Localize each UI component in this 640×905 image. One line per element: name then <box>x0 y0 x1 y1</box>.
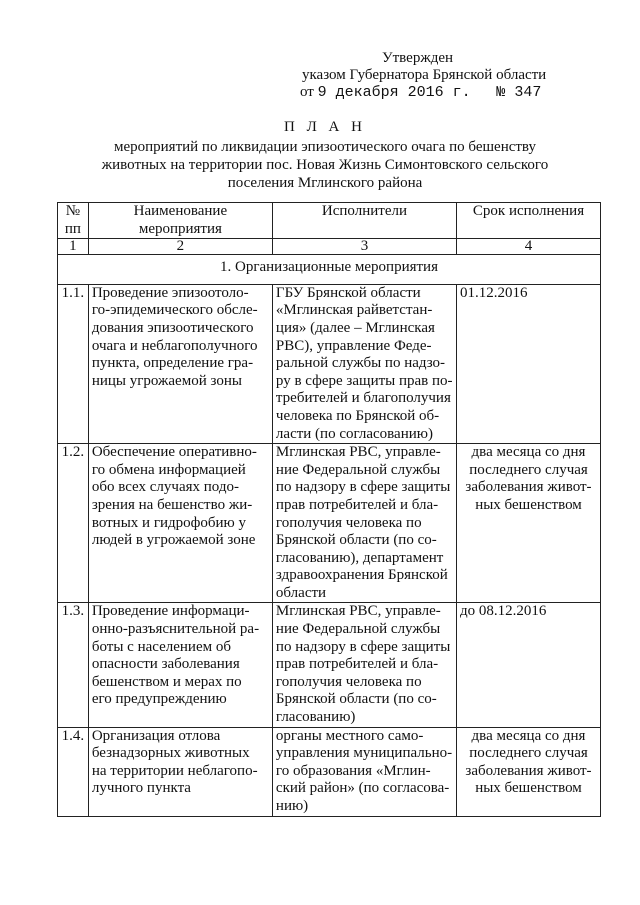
executors-cell-line: ский район» (по согласова- <box>275 780 450 797</box>
approval-stamp <box>300 50 600 101</box>
executors-cell-line: «Мглинская райветстан- <box>275 302 433 319</box>
executors-cell-line: прав потребителей и бла- <box>275 496 439 513</box>
section-row <box>58 255 601 285</box>
table-row <box>58 727 601 816</box>
deadline-cell <box>457 603 601 727</box>
activity-cell-line: опасности заболевания <box>91 656 240 673</box>
deadline-cell-line: два месяца со дня <box>471 444 586 461</box>
plan-subtitle-line-3: поселения Мглинского района <box>227 175 423 191</box>
deadline-cell-line: последнего случая <box>469 745 588 762</box>
activity-cell-line: боты с населением об <box>91 638 231 655</box>
executors-cell-line: ние Федеральной службы <box>275 461 441 478</box>
activity-cell-line: пункта, определение гра- <box>91 355 254 372</box>
header-number-line-2: пп <box>64 220 81 237</box>
header-activity-line-1: Наименование <box>133 203 228 219</box>
activity-cell-line: безнадзорных животных <box>91 745 250 762</box>
table-row <box>58 444 601 603</box>
executors-cell-line: Брянской области (по со- <box>275 691 437 708</box>
table-header-row <box>58 203 601 239</box>
table-row <box>58 603 601 727</box>
plan-subtitle-line-2: животных на территории пос. Новая Жизнь Симонтовского сельского <box>101 157 549 173</box>
table-row <box>58 284 601 443</box>
activity-cell-line: на территории неблагопо- <box>91 762 258 779</box>
activity-cell-line: ницы угрожаемой зоны <box>91 372 242 389</box>
row-number: 1.3. <box>58 603 89 727</box>
deadline-cell <box>457 444 601 603</box>
executors-cell <box>272 603 456 727</box>
activity-cell-line: лучного пункта <box>91 780 191 797</box>
header-deadline: Срок исполнения <box>457 203 601 239</box>
plan-heading: П Л А Н <box>284 119 366 135</box>
plan-subtitle-line-1: мероприятий по ликвидации эпизоотического очага по бешенству <box>113 139 537 155</box>
activity-cell-line: Проведение информаци- <box>91 603 250 620</box>
deadline-cell-line: до 08.12.2016 <box>460 603 547 620</box>
activity-cell-line: дования эпизоотического <box>91 319 254 336</box>
activity-cell-line: вотных и гидрофобию у <box>91 514 246 531</box>
activity-cell-line: онно-разъяснительной ра- <box>91 621 260 638</box>
activity-cell-line: его предупреждению <box>91 691 227 708</box>
activity-cell <box>88 284 272 443</box>
deadline-cell-line: ных бешенством <box>475 780 582 797</box>
executors-cell-line: ГБУ Брянской области <box>275 284 421 301</box>
deadline-cell-line: заболевания живот- <box>465 762 592 779</box>
executors-cell-line: Мглинская РВС, управле- <box>275 444 441 461</box>
header-number-line-1: № <box>65 203 81 219</box>
executors-cell-line: гополучия человека по <box>275 514 422 531</box>
header-executors: Исполнители <box>272 203 456 239</box>
executors-cell-line: здравоохранения Брянской <box>275 567 448 584</box>
executors-cell-line: ние Федеральной службы <box>275 621 441 638</box>
executors-cell-line: нию) <box>275 798 309 814</box>
deadline-cell-line: два месяца со дня <box>471 727 586 744</box>
executors-cell-line: ласти (по согласованию) <box>275 425 433 442</box>
activity-cell-line: Проведение эпизоотоло- <box>91 284 249 301</box>
executors-cell-line: по надзору в сфере защиты <box>275 479 451 496</box>
activity-cell <box>88 603 272 727</box>
executors-cell-line: гополучия человека по <box>275 673 422 690</box>
activity-cell <box>88 444 272 603</box>
executors-cell-line: гласованию) <box>275 709 356 726</box>
header-activity <box>88 203 272 239</box>
activity-cell-line: го-эпидемического обсле- <box>91 302 258 319</box>
executors-cell-line: ральной службы по надзо- <box>275 355 446 372</box>
activity-cell-line: обо всех случаях подо- <box>91 479 239 496</box>
row-number: 1.2. <box>58 444 89 603</box>
column-number: 4 <box>457 239 601 255</box>
deadline-cell-line: ных бешенством <box>475 496 582 513</box>
executors-cell-line: области <box>275 584 327 601</box>
plan-table <box>57 202 601 817</box>
header-number <box>58 203 89 239</box>
executors-cell <box>272 444 456 603</box>
deadline-cell <box>457 284 601 443</box>
column-number: 2 <box>88 239 272 255</box>
approval-number: № 347 <box>496 84 542 101</box>
executors-cell-line: человека по Брянской об- <box>275 407 440 424</box>
plan-title <box>60 118 590 192</box>
plan-rows <box>58 284 601 816</box>
approval-date-prefix: от <box>300 84 314 100</box>
approval-date-line <box>300 84 600 101</box>
executors-cell-line: Брянской области (по со- <box>275 532 437 549</box>
deadline-cell-line: последнего случая <box>469 461 588 478</box>
executors-cell-line: Мглинская РВС, управле- <box>275 603 441 620</box>
approval-decree-label: указом Губернатора Брянской области <box>302 67 547 83</box>
executors-cell-line: ру в сфере защиты прав по- <box>275 372 453 389</box>
deadline-cell <box>457 727 601 816</box>
header-activity-line-2: мероприятия <box>138 220 222 237</box>
activity-cell-line: людей в угрожаемой зоне <box>91 532 256 549</box>
executors-cell-line: по надзору в сфере защиты <box>275 638 451 655</box>
executors-cell-line: управления муниципально- <box>275 745 453 762</box>
approval-date: 9 декабря 2016 г. <box>317 84 471 101</box>
row-number: 1.4. <box>58 727 89 816</box>
activity-cell-line: зрения на бешенство жи- <box>91 496 253 513</box>
activity-cell <box>88 727 272 816</box>
executors-cell-line: органы местного само- <box>275 727 424 744</box>
executors-cell-line: РВС), управление Феде- <box>275 337 432 354</box>
activity-cell-line: го обмена информацией <box>91 461 246 478</box>
executors-cell <box>272 727 456 816</box>
activity-cell-line: очага и неблагополучного <box>91 337 258 354</box>
activity-cell-line: бешенством и мерах по <box>91 673 242 690</box>
column-number-row <box>58 239 601 255</box>
executors-cell-line: прав потребителей и бла- <box>275 656 439 673</box>
executors-cell-line: требителей и благополучия <box>275 390 451 407</box>
deadline-cell-line: 01.12.2016 <box>460 284 528 301</box>
activity-cell-line: Организация отлова <box>91 727 221 744</box>
section-title: 1. Организационные мероприятия <box>58 255 601 285</box>
executors-cell <box>272 284 456 443</box>
executors-cell-line: гласованию), департамент <box>275 549 444 566</box>
approval-approved-label: Утвержден <box>382 50 454 66</box>
executors-cell-line: го образования «Мглин- <box>275 762 431 779</box>
activity-cell-line: Обеспечение оперативно- <box>91 444 257 461</box>
executors-cell-line: ция» (далее – Мглинская <box>275 319 435 336</box>
column-number: 1 <box>58 239 89 255</box>
deadline-cell-line: заболевания живот- <box>465 479 592 496</box>
column-number: 3 <box>272 239 456 255</box>
row-number: 1.1. <box>58 284 89 443</box>
